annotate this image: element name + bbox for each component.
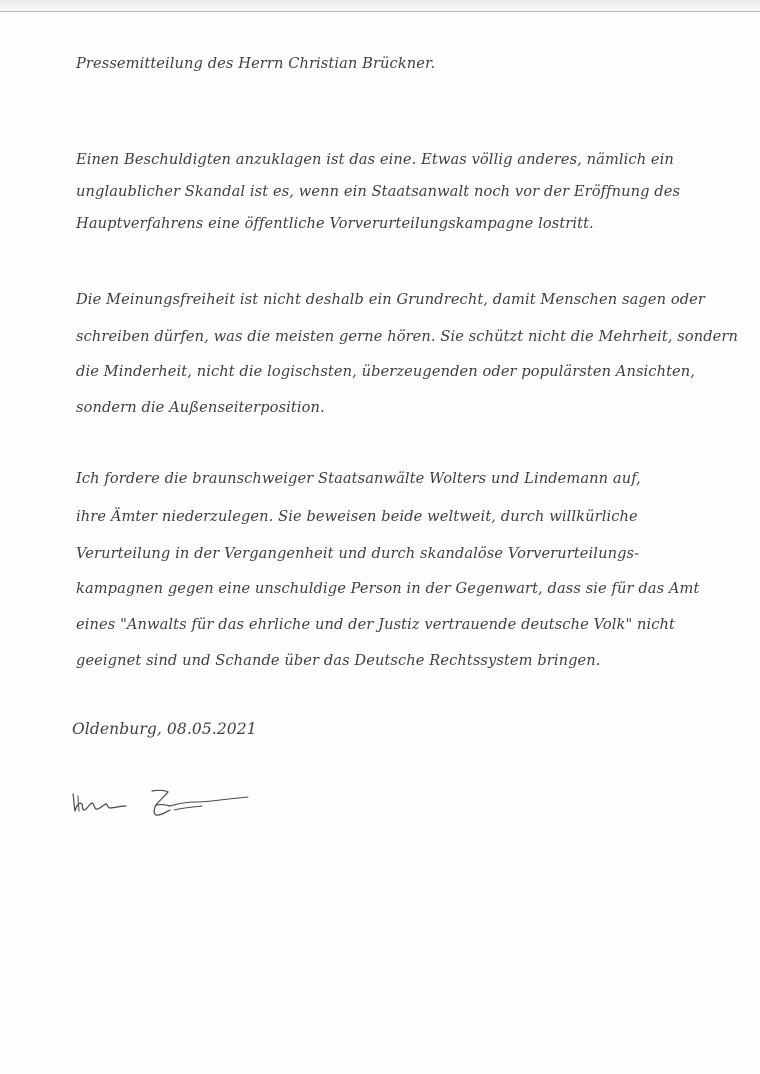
paragraph-1-line-1: Einen Beschuldigten anzuklagen ist das eine. Etwas völlig anderes, nämlich ein xyxy=(76,151,674,168)
paragraph-1-line-3: Hauptverfahrens eine öffentliche Vorverurteilungskampagne lostritt. xyxy=(76,215,594,232)
paragraph-3-line-3: Verurteilung in der Vergangenheit und durch skandalöse Vorverurteilungs- xyxy=(76,545,640,562)
paragraph-2-line-4: sondern die Außenseiterposition. xyxy=(76,399,325,416)
paragraph-2-line-3: die Minderheit, nicht die logischsten, überzeugenden oder populärsten Ansichten, xyxy=(76,363,696,380)
paragraph-3-line-1: Ich fordere die braunschweiger Staatsanwälte Wolters und Lindemann auf, xyxy=(76,470,641,487)
document-heading: Pressemitteilung des Herrn Christian Brückner. xyxy=(76,55,436,72)
handwritten-signature xyxy=(70,782,260,822)
scan-top-line xyxy=(0,11,760,12)
paragraph-3-line-4: kampagnen gegen eine unschuldige Person in der Gegenwart, dass sie für das Amt xyxy=(76,580,700,597)
place-and-date: Oldenburg, 08.05.2021 xyxy=(72,720,257,738)
paragraph-1-line-2: unglaublicher Skandal ist es, wenn ein Staatsanwalt noch vor der Eröffnung des xyxy=(76,183,681,200)
paragraph-3-line-6: geeignet sind und Schande über das Deutsche Rechtssystem bringen. xyxy=(76,652,601,669)
paragraph-3-line-2: ihre Ämter niederzulegen. Sie beweisen beide weltweit, durch willkürliche xyxy=(76,508,638,525)
paragraph-2-line-2: schreiben dürfen, was die meisten gerne hören. Sie schützt nicht die Mehrheit, sondern xyxy=(76,328,738,345)
paragraph-2-line-1: Die Meinungsfreiheit ist nicht deshalb ein Grundrecht, damit Menschen sagen oder xyxy=(76,291,705,308)
paragraph-3-line-5: eines "Anwalts für das ehrliche und der Justiz vertrauende deutsche Volk" nicht xyxy=(76,616,676,633)
